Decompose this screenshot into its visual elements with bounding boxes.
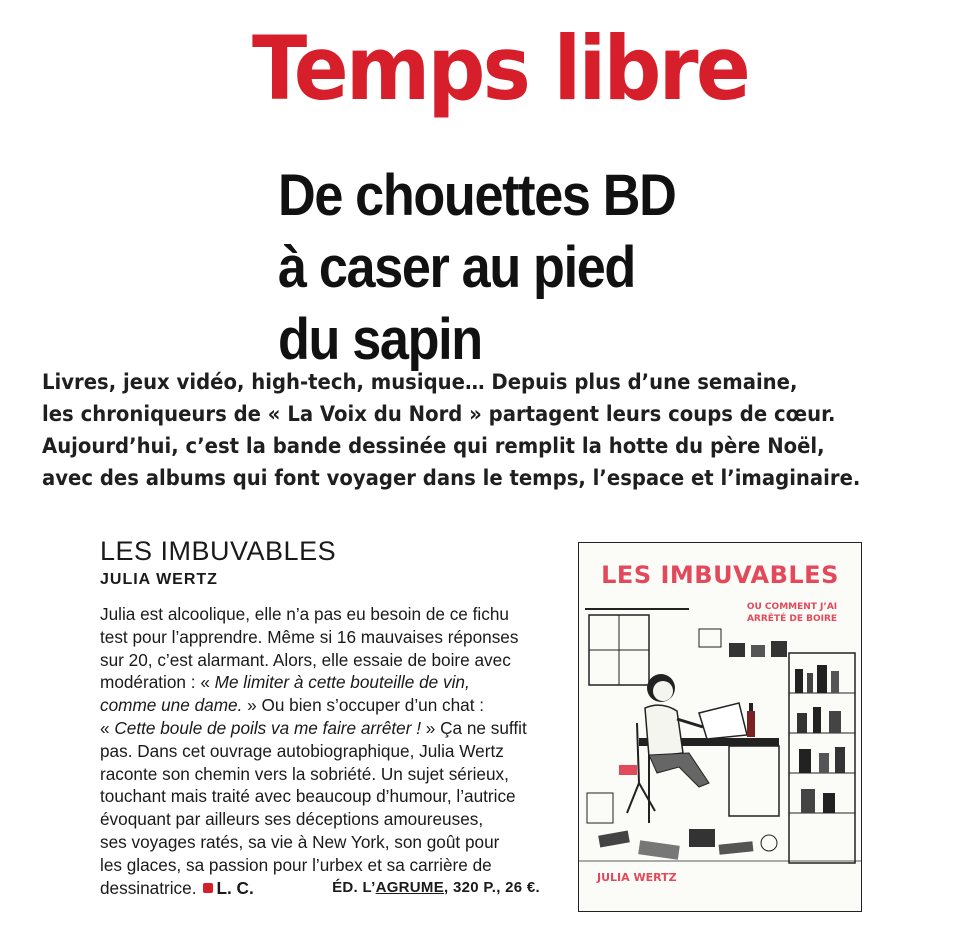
- review-line: les glaces, sa passion pour l’urbex et sa carrière de: [100, 854, 492, 875]
- signature-square-icon: [203, 883, 213, 893]
- review-quote: Me limiter à cette bouteille de vin,: [214, 672, 470, 693]
- headline-line: à caser au pied: [278, 235, 635, 300]
- section-title: Temps libre: [251, 17, 748, 120]
- chapo-line: Livres, jeux vidéo, high-tech, musique… Depuis plus d’une semaine,: [42, 370, 798, 394]
- review-text: » Ou bien s’occuper d’un chat :: [242, 695, 485, 716]
- chapo-line: avec des albums qui font voyager dans le temps, l’espace et l’imaginaire.: [42, 466, 861, 490]
- review-line: pas. Dans cet ouvrage autobiographique, Julia Wertz: [100, 740, 504, 761]
- headline-line: De chouettes BD: [278, 163, 676, 228]
- review-line: test pour l’apprendre. Même si 16 mauvaises réponses: [100, 626, 519, 647]
- cover-subtitle: OU COMMENT J’AI ARRÊTÉ DE BOIRE: [746, 602, 838, 624]
- review-body: [100, 603, 540, 899]
- review-last-line: [100, 877, 540, 900]
- cover-author: JULIA WERTZ: [597, 871, 677, 884]
- review-text: » Ça ne suffit: [421, 717, 527, 738]
- publisher-suffix: , 320 P., 26 €.: [444, 878, 540, 896]
- chapo-line: Aujourd’hui, c’est la bande dessinée qui remplit la hotte du père Noël,: [42, 434, 825, 458]
- review-quote: comme une dame.: [100, 695, 243, 716]
- review-title: LES IMBUVABLES: [100, 536, 337, 566]
- article-chapo: [42, 366, 980, 494]
- review-line: [100, 694, 540, 717]
- review-text: dessinatrice.: [100, 877, 197, 898]
- review-line: évoquant par ailleurs ses déceptions amoureuses,: [100, 809, 484, 830]
- publisher-name: AGRUME: [375, 878, 445, 896]
- chapo-line: les chroniqueurs de « La Voix du Nord » partagent leurs coups de cœur.: [42, 402, 836, 426]
- review-line: raconte son chemin vers la sobriété. Un sujet sérieux,: [100, 763, 509, 784]
- publisher-prefix: ÉD. L’: [332, 878, 376, 896]
- headline-line: du sapin: [278, 307, 482, 372]
- review-text: modération : «: [100, 672, 215, 693]
- review-line: sur 20, c’est alarmant. Alors, elle essaie de boire avec: [100, 649, 511, 670]
- review-author: JULIA WERTZ: [100, 571, 218, 588]
- review-line: [100, 717, 540, 740]
- article-headline: [278, 160, 898, 376]
- review-line: touchant mais traité avec beaucoup d’humour, l’autrice: [100, 786, 516, 807]
- cover-illustration: [579, 543, 861, 911]
- cover-title: LES IMBUVABLES: [601, 561, 839, 589]
- review-line: Julia est alcoolique, elle n’a pas eu besoin de ce fichu: [100, 604, 509, 624]
- book-cover: [578, 542, 862, 912]
- review-line: [100, 671, 540, 694]
- review-quote: Cette boule de poils va me faire arrêter !: [114, 717, 422, 738]
- review-text: «: [100, 717, 115, 738]
- review-signature: L. C.: [216, 877, 254, 898]
- review-line: ses voyages ratés, sa vie à New York, son goût pour: [100, 831, 500, 852]
- publisher-info: [332, 877, 540, 900]
